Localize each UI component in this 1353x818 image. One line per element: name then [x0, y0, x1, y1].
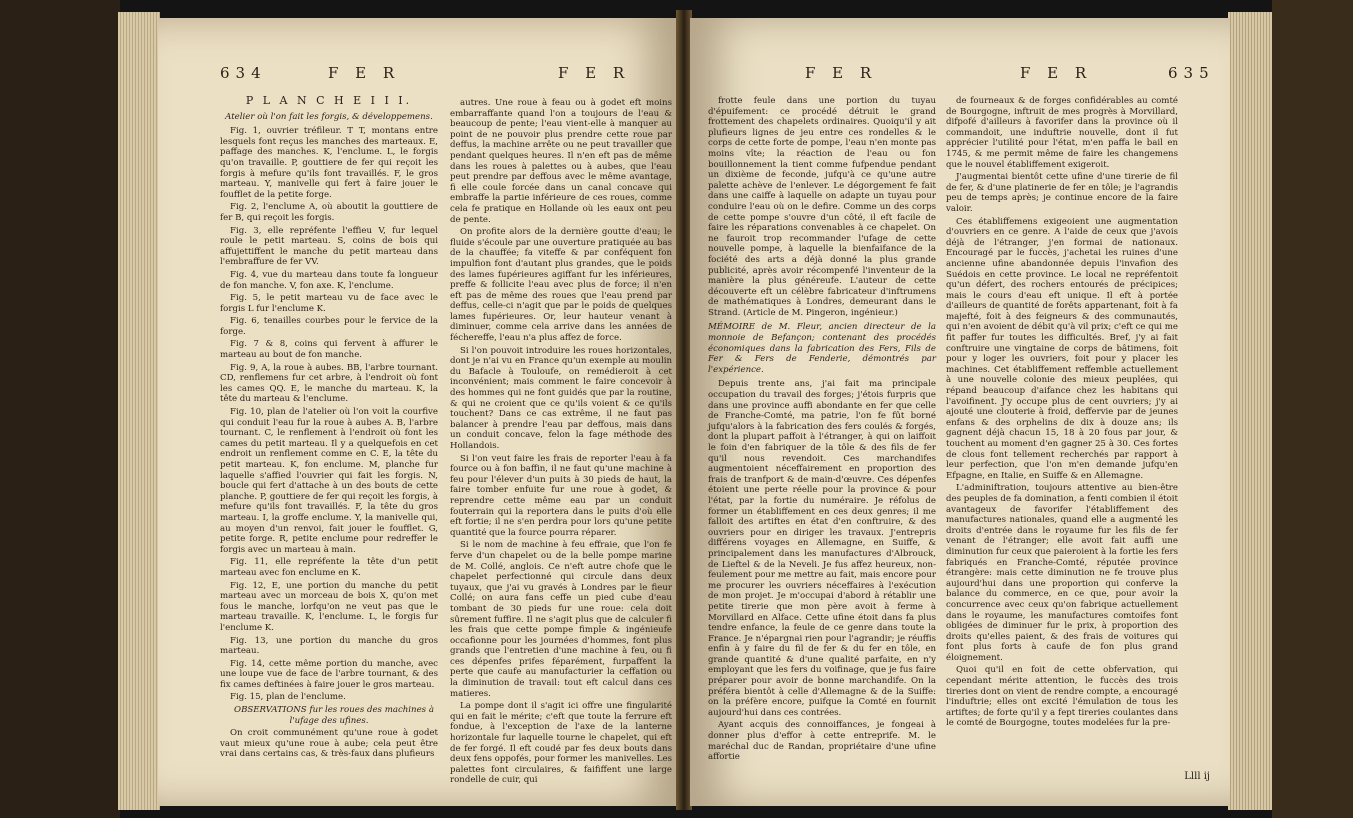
paragraph: Fig. 15, plan de l'enclume. [230, 692, 346, 703]
paragraph: Fig. 2, l'enclume A, où aboutit la gouttiere de fer B, qui reçoit les forgis. [220, 202, 438, 223]
page-number-right: 635 [1168, 64, 1215, 82]
right-page [690, 18, 1230, 806]
paragraph: Ces établiffemens exigeoient une augmentation d'ouvriers en ce genre. A l'aide de ceux que j'avois déjà de l'étranger, j'en formai de nationaux. Encouragé par le fuccès, j'achetai les ruines d'une ancienne ufine abandonnée depuis l'invafion des Suédois en cette province. Le local ne repréfentoit qu'un défert, des rochers entourés de précipices; mais le cours d'eau eft unique. Il eft à portée d'ailleurs de quantité de forêts appartenant, foit à fa majefté, foit à des feigneurs & des communautés, qui n'en avoient de débit qu'à vil prix; c'eft ce qui me fit paffer fur toutes les difficultés. Bref, j'y ai fait conftruire une vingtaine de corps de bâtimens, foit pour y loger les ouvriers, foit pour y placer les machines. Cet établiffement reffemble actuellement à une nouvelle colonie des mieux peuplées, qui répand beaucoup d'aifance chez les habitans qui l'avoifinent. J'y occupe plus de cent ouvriers; j'y ai ajouté une clouterie à froid, deffervie par de jeunes enfans & des orphelins de dix à douze ans; ils gagnent déjà chacun 15, 18 à 20 fous par jour, & touchent au moment d'en gagner 25 à 30. Ces fortes de clous font tellement recherchés par rapport à leur perfection, que l'on m'en demande jufqu'en Efpagne, en Italie, en Suiffe & en Allemagne. [946, 216, 1178, 481]
paragraph: Fig. 3, elle repréfente l'effieu V, fur lequel roule le petit marteau. S, coins de bois qui affujettiffent le manche du petit marteau dans l'embraffure de fer VV. [220, 225, 438, 268]
paragraph: Fig. 5, le petit marteau vu de face avec le forgis L fur l'enclume K. [220, 293, 438, 314]
paragraph: Si le nom de machine à feu effraie, que l'on fe ferve d'un chapelet ou de la belle pompe marine de M. Collé, anglois. Ce n'eft autre chofe que le chapelet perfectionné qui circule dans deux tuyaux, que j'ai vu gravés à Londres par le fieur Collé; on aura fans ceffe un pied cube d'eau tombant de 30 pieds fur une roue: cela doit sûrement fuffire. Il ne s'agit plus que de calculer fi les frais que cette pompe fimple & ingénieufe occafionne pour les journées d'hommes, font plus grands que l'entretien d'une machine à feu, ou fi ces dépenfes prifes féparément, furpaffent la perte que caufe au manufacturier la ceffation ou la diminution de travail: tout eft calcul dans ces matieres. [450, 540, 672, 699]
paragraph: La pompe dont il s'agit ici offre une fingularité qui en fait le mérite; c'eft que toute la ferrure eft fondue, à l'exception de l'axe de la lanterne horizontale fur laquelle tourne le chapelet, qui eft de fer forgé. Il eft coudé par fes deux bouts dans deux fens oppofés, pour former les manivelles. Les palettes font circulaires, & faififfent une large rondelle de cuir, qui [450, 701, 672, 786]
right-column-1 [708, 96, 936, 765]
left-column-2 [450, 98, 672, 788]
plate-title: P L A N C H E I I I. [245, 94, 413, 107]
paragraph: de fourneaux & de forges confidérables au comté de Bourgogne, inftruit de mes progrès à Morvillard, difpofé d'ailleurs à favorifer dans la province où il commandoit, une induftrie nouvelle, dont il fut apprécier l'utilité pour l'état, m'en paffa le bail en 1745, & me permit même de faire les changemens que le nouvel établiffement exigeroit. [946, 96, 1178, 170]
paragraph: Depuis trente ans, j'ai fait ma principale occupation du travail des forges; j'étois furpris que dans une province auffi abondante en fer que celle de Franche-Comté, ma patrie, l'on fe fût borné jufqu'alors à la fabrication des fers coulés & forgés, dont la plupart paffoit à l'étranger, à qui on laiffoit le foin d'en fabriquer de la tôle & des fils de fer qu'il nous revendoit. Ces marchandifes augmentoient néceffairement en proportion des frais de tranfport & de main-d'œuvre. Ces dépenfes étoient une perte réelle pour la province & pour l'état, par la fortie du numéraire. Je réfolus de former un établiffement en ces deux genres; il me falloit des artiftes en état d'en conftruire, & des ouvriers pour en diriger les travaux. J'entrepris différens voyages en Allemagne, en Suiffe, & principalement dans les manufactures d'Albrouck, de Lieftel & de la Neveli. Je fus affez heureux, non-feulement pour me mettre au fait, mais encore pour me procurer les ouvriers néceffaires à l'exécution de mon projet. Je m'occupai d'abord à rétablir une petite tirerie que mon père avoit à ferme à Morvillard en Alface. Cette ufine étoit dans fa plus tendre enfance, la feule de ce genre dans toute la France. Je n'épargnai rien pour l'agrandir; je réuffis enfin à y faire du fil de fer & du fer en tôle, en grande quantité & d'une qualité parfaite, en n'y employant que les fers du voifinage, que je fus faire préparer pour avoir de bonne marchandife. On la préféra bientôt à celle d'Allemagne & de la Suiffe: on la préfère encore, puifque la Comté en fournit aujourd'hui dans ces contrées. [708, 379, 936, 718]
page-number-left: 634 [220, 64, 267, 82]
paragraph: On profite alors de la dernière goutte d'eau; le fluide s'écoule par une ouverture pratiquée au bas de la chauffée; fa viteffe & par conféquent fon impulfion font d'autant plus grandes, que le poids des lames fupérieures agiffant fur les inférieures, preffe & follicite l'eau avec plus de force; il n'en eft pas de même des roues que l'eau prend par deffus, celle-ci n'agit que par le poids de quelques lames fupérieures. Or, leur hauteur venant à diminuer, comme cela arrive dans les années de féchereffe, l'eau n'a plus affez de force. [450, 227, 672, 344]
paragraph: L'adminiftration, toujours attentive au bien-être des peuples de fa domination, a fenti combien il étoit avantageux de favorifer l'établiffement des manufactures nationales, quand elle a augmenté les droits d'entrée dans le royaume fur les fils de fer venant de l'étranger; elle avoit fait auffi une diminution fur ceux que paieroient à la fortie les fers fabriqués en Franche-Comté, réputée province étrangère: mais cette diminution ne fe trouve plus aujourd'hui dans une proportion qui conferve la balance du commerce, en ce que, pour avoir la concurrence avec ceux qu'on fabrique actuellement dans le royaume, les manufactures comtoifes font obligées de diminuer fur le prix, à proportion des droits qu'elles paient, & des frais de voitures qui font plus forts à caufe de fon plus grand éloignement. [946, 483, 1178, 663]
paragraph: Fig. 10, plan de l'atelier où l'on voit la courfive qui conduit l'eau fur la roue à aubes A. B, l'arbre tournant. C, le renflement à l'endroit où font les cames du petit marteau. Il y a quelquefois en cet endroit un renflement comme en C. E, la tête du petit marteau. K, fon enclume. M, planche fur laquelle s'affied l'ouvrier qui fait les forgis. N, boucle qui fert d'attache à un des bouts de cette planche. P, gouttiere de fer qui reçoit les forgis, à mefure qu'ils font travaillés. F, la tête du gros marteau. I, la groffe enclume. Y, la manivelle qui, au moyen d'un renvoi, fait jouer le foufflet. G, petite forge. R, petite enclume pour redreffer le forgis avec un marteau à main. [220, 407, 438, 555]
memoire-title: MÉMOIRE de M. Fleur, ancien directeur de la monnoie de Befançon; contenant des procédés économiques dans la fabrication des Fers, Fils de Fer & Fers de Fenderie, démontrés par l'expérience. [708, 322, 936, 375]
plate-caption: Atelier où l'on fait les forgis, & développemens. [225, 111, 433, 122]
book-cover-left [0, 0, 120, 818]
paragraph: Fig. 12, E, une portion du manche du petit marteau avec un morceau de bois X, qu'on met fous le manche, lorfqu'on ne veut pas que le marteau travaille. K, l'enclume. L, le forgis fur l'enclume K. [220, 580, 438, 633]
right-column-2 [946, 96, 1178, 731]
signature-mark: Llll ij [1184, 771, 1210, 782]
paragraph: Si l'on pouvoit introduire les roues horizontales, dont je n'ai vu en France qu'un exemple au moulin du Bafacle à Touloufe, on remédieroit à cet inconvénient; mais comment le faire concevoir à des hommes qui ne font guidés que par la routine, & qui ne croient que ce qu'ils voient & ce qu'ils touchent? Dans ce cas extrême, il ne faut pas balancer à prendre l'eau par deffous, mais dans un conduit concave, felon la fage méthode des Hollandois. [450, 345, 672, 451]
running-head-left: F E R [328, 64, 401, 82]
running-head-right-col1: F E R [805, 64, 878, 82]
paragraph: Si l'on veut faire les frais de reporter l'eau à fa fource ou à fon baffin, il ne faut qu'une machine à feu pour l'élever d'un puits à 30 pieds de haut, la faire tomber enfuite fur une roue à godet, & reprendre cette même eau par un conduit fouterrain qui la reportera dans le puits d'où elle eft fortie; il ne s'en perdra pour lors qu'une petite quantité que la fource pourra réparer. [450, 453, 672, 538]
running-head-right-col2: F E R [1020, 64, 1093, 82]
paragraph: Quoi qu'il en foit de cette obfervation, qui cependant mérite attention, le fuccès des trois tireries dont on vient de rendre compte, a encouragé l'induftrie; elles ont excité l'émulation de tous les artiftes; de forte qu'il y a fept tireries coulantes dans le comté de Bourgogne, toutes modelées fur la pre- [946, 665, 1178, 729]
paragraph: On croit communément qu'une roue à godet vaut mieux qu'une roue à aube; cela peut être vrai dans certains cas, & très-faux dans plufieurs [220, 728, 438, 760]
paragraph: Ayant acquis des connoiffances, je fongeai à donner plus d'effor à cette entreprife. M. le maréchal duc de Randan, propriétaire d'une ufine affortie [708, 720, 936, 763]
paragraph: autres. Une roue à feau ou à godet eft moins embarraffante quand l'on a toujours de l'eau & beaucoup de pente; l'eau vient-elle à manquer au point de ne pouvoir plus prendre cette roue par deffus, la machine arrête ou ne peut travailler que pendant quelques heures. Il n'en eft pas de même dans les roues à palettes ou à aubes, que l'eau peut prendre par deffous avec le même avantage, fi elle coule forcée dans un canal concave qui embraffe la partie inférieure de ces roues, comme cela fe pratique en Hollande où les eaux ont peu de pente. [450, 98, 672, 225]
running-head-left-col2: F E R [558, 64, 631, 82]
left-column-1 [220, 96, 438, 762]
paragraph: Fig. 11, elle repréfente la tête d'un petit marteau avec fon enclume en K. [220, 557, 438, 578]
book-cover-right [1272, 0, 1353, 818]
left-page [158, 18, 678, 806]
paragraph: Fig. 6, tenailles courbes pour le fervice de la forge. [220, 316, 438, 337]
paragraph: Fig. 1, ouvrier tréfileur. T T, montans entre lesquels font reçus les manches des marteaux. E, paffage des manches. K, l'enclume. L, le forgis qu'on travaille. P, gouttiere de fer qui reçoit les forgis à mefure qu'ils font travaillés. F, le gros marteau. Y, manivelle qui fert à faire jouer le foufflet de la petite forge. [220, 126, 438, 200]
paragraph: Fig. 14, cette même portion du manche, avec une loupe vue de face de l'arbre tournant, & des fix cames deftinées à faire jouer le gros marteau. [220, 658, 438, 690]
paragraph: J'augmentai bientôt cette ufine d'une tirerie de fil de fer, & d'une platinerie de fer en tôle; je l'agrandis peu de temps après; je continue encore de la faire valoir. [946, 172, 1178, 214]
page-edges-right [1228, 12, 1272, 810]
paragraph: Fig. 4, vue du marteau dans toute fa longueur de fon manche. V, fon axe. K, l'enclume. [220, 269, 438, 291]
page-edges-left [118, 12, 160, 810]
section-heading: OBSERVATIONS fur les roues des machines à l'ufage des ufines. [234, 705, 434, 726]
paragraph: Fig. 13, une portion du manche du gros marteau. [220, 635, 438, 657]
paragraph: frotte feule dans une portion du tuyau d'épuifement: ce procédé détruit le grand frottement des chapelets ordinaires. Quoiqu'il y ait plufieurs lignes de jeu entre ces rondelles & le corps de cette forte de pompe, l'eau n'en monte pas moins vîte; la réaction de l'eau ou fon bouillonnement la tient comme fufpendue pendant un dixième de feconde, jufqu'à ce qu'une autre palette achève de l'enlever. Le dégorgement fe fait dans une caiffe à laquelle on adapte un tuyau pour conduire l'eau où on le defire. Comme un des corps de cette pompe s'ouvre d'un côté, il eft facile de faire les réparations convenables à ce chapelet. On ne fauroit trop recommander l'ufage de cette nouvelle pompe, à laquelle la bienfaifance de la fociété des arts a déjà donné la plus grande publicité, après avoir récompenfé l'inventeur de la manière la plus généreufe. L'auteur de cette découverte eft un célèbre fabricateur d'inftrumens de mathématiques à Londres, demeurant dans le Strand. (Article de M. Pingeron, ingénieur.) [708, 96, 936, 318]
paragraph: Fig. 7 & 8, coins qui fervent à affurer le marteau au bout de fon manche. [220, 339, 438, 361]
paragraph: Fig. 9, A, la roue à aubes. BB, l'arbre tournant. CD, renflemens fur cet arbre, à l'endroit où font les cames QQ. E, le manche du marteau. K, la tête du marteau & l'enclume. [220, 362, 438, 405]
